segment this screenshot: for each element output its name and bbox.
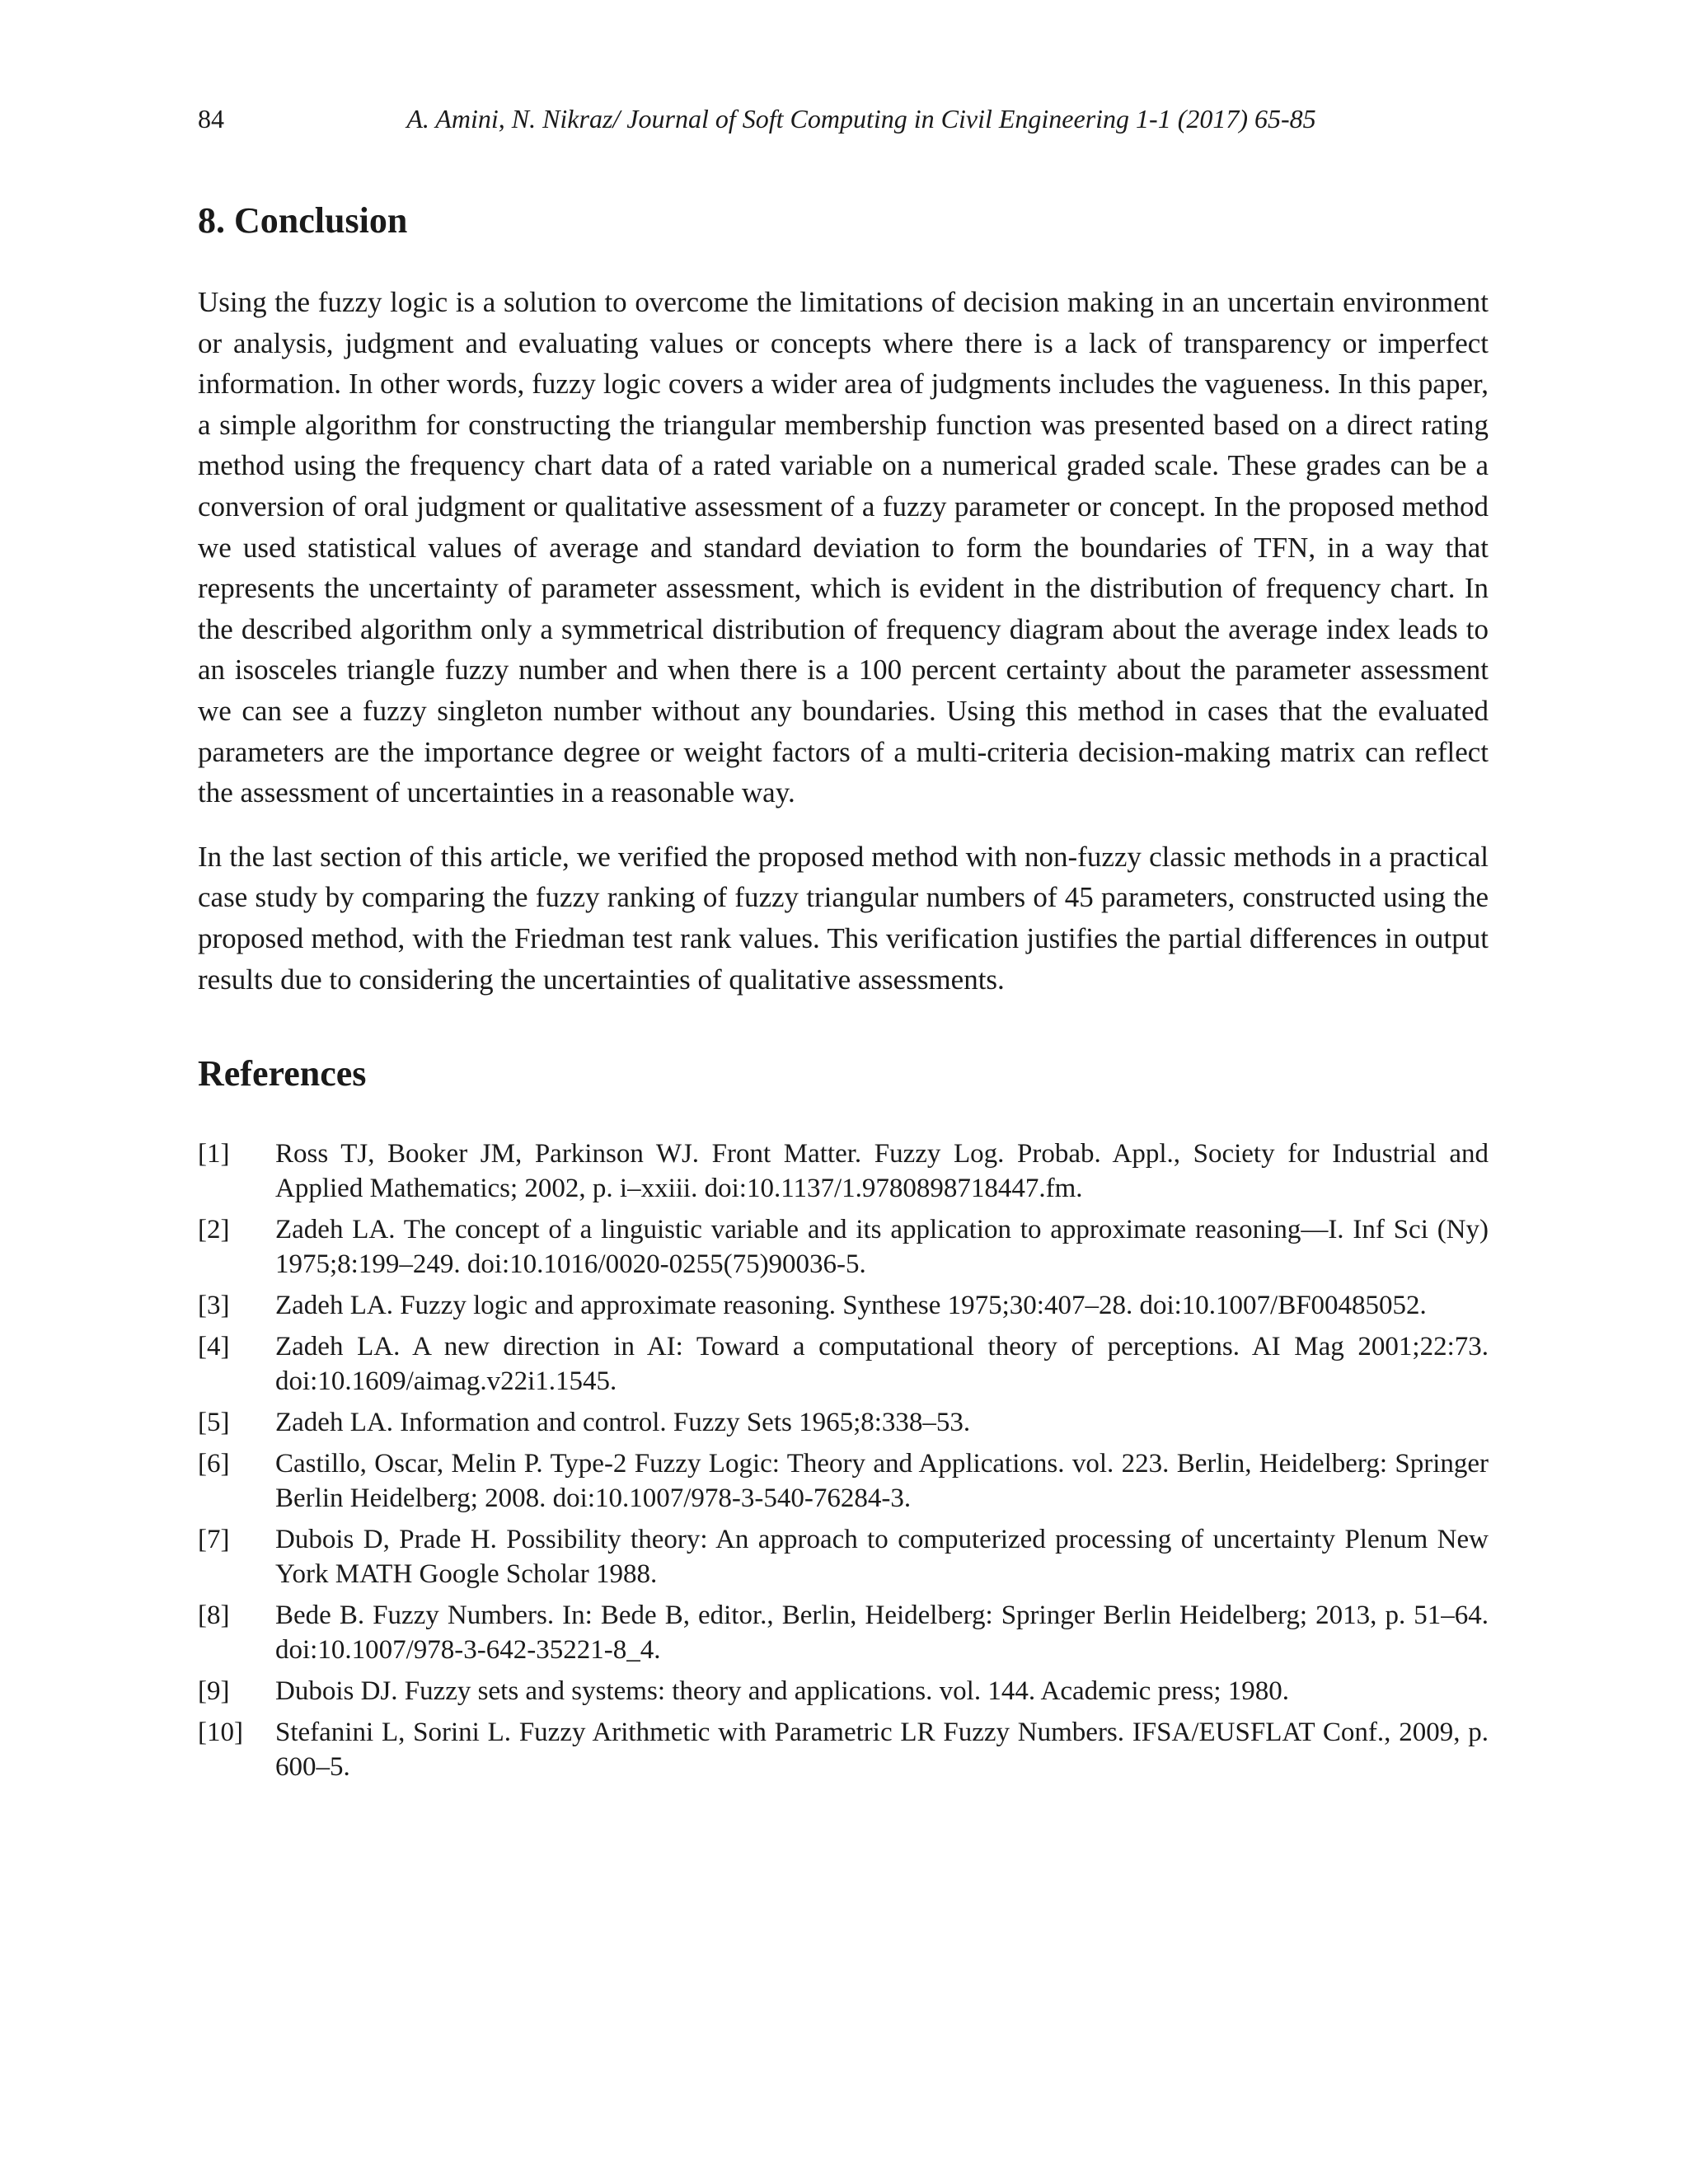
reference-item [198, 1446, 1489, 1516]
reference-number: [2] [198, 1215, 230, 1245]
references-heading: References [198, 1053, 367, 1094]
reference-number: [6] [198, 1449, 230, 1479]
reference-number: [3] [198, 1291, 230, 1321]
reference-text: Zadeh LA. Information and control. Fuzzy Sets 1965;8:338–53. [275, 1408, 971, 1438]
conclusion-heading: 8. Conclusion [198, 200, 408, 241]
reference-item [198, 1405, 1489, 1440]
reference-item [198, 1715, 1489, 1784]
reference-item [198, 1212, 1489, 1282]
reference-text: Zadeh LA. Fuzzy logic and approximate reasoning. Synthese 1975;30:407–28. doi:10.1007/BF00485052. [275, 1291, 1427, 1321]
reference-number: [9] [198, 1676, 230, 1707]
reference-text: Zadeh LA. The concept of a linguistic variable and its application to approximate reasoning—I. Inf Sci (Ny) 1975;8:199–249. doi:10.1016/0020-0255(75)90036-5. [275, 1215, 1489, 1280]
reference-item [198, 1137, 1489, 1206]
references-list [198, 1137, 1489, 1784]
reference-text: Dubois D, Prade H. Possibility theory: An approach to computerized processing of uncertainty Plenum New York MATH Google Scholar 1988. [275, 1525, 1489, 1590]
reference-number: [8] [198, 1601, 230, 1631]
reference-item [198, 1288, 1489, 1323]
reference-text: Dubois DJ. Fuzzy sets and systems: theory and applications. vol. 144. Academic press; 1980. [275, 1676, 1289, 1707]
reference-text: Bede B. Fuzzy Numbers. In: Bede B, editor., Berlin, Heidelberg: Springer Berlin Heidelberg; 2013, p. 51–64. doi:10.1007/978-3-642-35221-8_4. [275, 1601, 1489, 1666]
reference-number: [1] [198, 1139, 230, 1169]
reference-number: [5] [198, 1408, 230, 1438]
reference-item [198, 1522, 1489, 1591]
main-content [198, 198, 1489, 1791]
running-header [198, 101, 1500, 137]
reference-number: [10] [198, 1718, 243, 1748]
page-number: 84 [198, 104, 224, 134]
reference-text: Ross TJ, Booker JM, Parkinson WJ. Front Matter. Fuzzy Log. Probab. Appl., Society for Industrial and Applied Mathematics; 2002, p. i–xxiii. doi:10.1137/1.9780898718447.fm. [275, 1139, 1489, 1204]
reference-text: Zadeh LA. A new direction in AI: Toward a computational theory of perceptions. AI Mag 2001;22:73. doi:10.1609/aimag.v22i1.1545. [275, 1332, 1489, 1397]
reference-number: [4] [198, 1332, 230, 1362]
reference-text: Stefanini L, Sorini L. Fuzzy Arithmetic with Parametric LR Fuzzy Numbers. IFSA/EUSFLAT Conf., 2009, p. 600–5. [275, 1718, 1489, 1783]
reference-item [198, 1674, 1489, 1708]
reference-number: [7] [198, 1525, 230, 1555]
reference-item [198, 1329, 1489, 1399]
reference-text: Castillo, Oscar, Melin P. Type-2 Fuzzy Logic: Theory and Applications. vol. 223. Berlin, Heidelberg: Springer Berlin Heidelberg; 2008. doi:10.1007/978-3-540-76284-3. [275, 1449, 1489, 1514]
journal-citation: A. Amini, N. Nikraz/ Journal of Soft Computing in Civil Engineering 1-1 (2017) 65-85 [406, 104, 1316, 134]
reference-item [198, 1598, 1489, 1667]
conclusion-paragraph-1: Using the fuzzy logic is a solution to overcome the limitations of decision making in an uncertain environment or analysis, judgment and evaluating values or concepts where there is a lack of transparency or imperfect information. In other words, fuzzy logic covers a wider area of judgments includes the vagueness. In this paper, a simple algorithm for constructing the triangular membership function was presented based on a direct rating method using the frequency chart data of a rated variable on a numerical graded scale. These grades can be a conversion of oral judgment or qualitative assessment of a fuzzy parameter or concept. In the proposed method we used statistical values of average and standard deviation to form the boundaries of TFN, in a way that represents the uncertainty of parameter assessment, which is evident in the distribution of frequency chart. In the described algorithm only a symmetrical distribution of frequency diagram about the average index leads to an isosceles triangle fuzzy number and when there is a 100 percent certainty about the parameter assessment we can see a fuzzy singleton number without any boundaries. Using this method in cases that the evaluated parameters are the importance degree or weight factors of a multi-criteria decision-making matrix can reflect the assessment of uncertainties in a reasonable way. [198, 286, 1489, 809]
conclusion-paragraph-2: In the last section of this article, we verified the proposed method with non-fuzzy classic methods in a practical case study by comparing the fuzzy ranking of fuzzy triangular numbers of 45 parameters, constructed using the proposed method, with the Friedman test rank values. This verification justifies the partial differences in output results due to considering the uncertainties of qualitative assessments. [198, 840, 1489, 996]
